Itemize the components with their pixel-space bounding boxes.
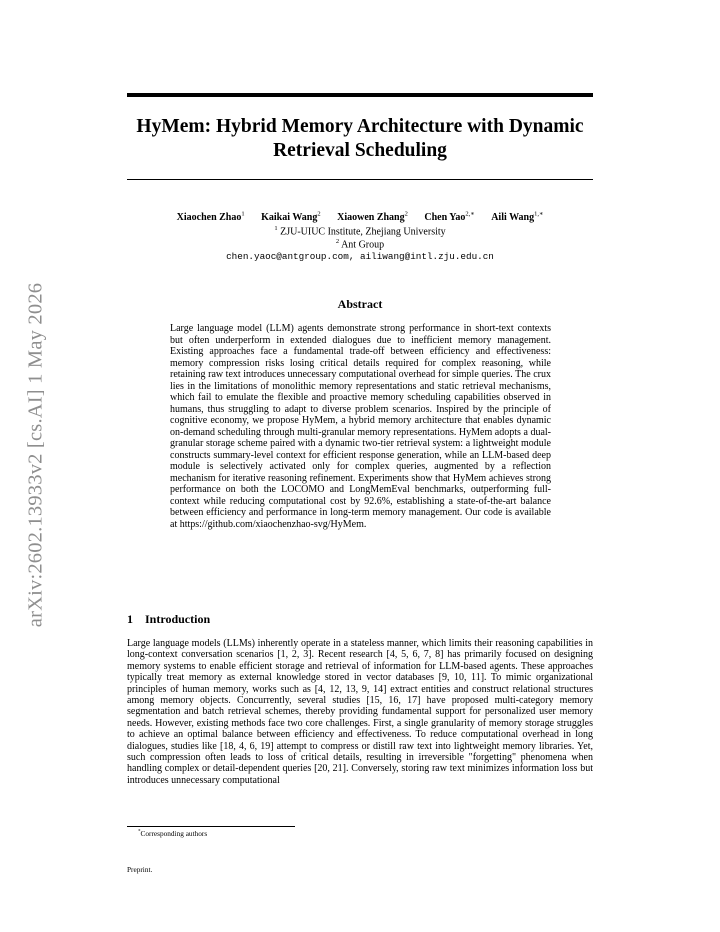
author: Xiaowen Zhang$^2$ [337, 211, 408, 224]
arxiv-sidebar [0, 0, 60, 932]
footnote-text: Corresponding authors [140, 829, 208, 838]
abstract-body: Large language model (LLM) agents demonstrate strong performance in short-text contexts but often underperform in extended dialogues due to inefficient memory management. Existing approaches face a fundamental trade-off between efficiency and effectiveness: memory compression risks losing critical details required for complex reasoning, while retaining raw text introduces unnecessary computational overhead for simple queries. The crux lies in the limitations of monolithic memory representations and static retrieval mechanisms, which fail to emulate the flexible and proactive memory scheduling capabilities observed in humans, thus struggling to adapt to diverse problem scenarios. Inspired by the principle of cognitive economy, we propose HyMem, a hybrid memory architecture that enables dynamic on-demand scheduling through multi-granular memory representations. HyMem adopts a dual-granular storage scheme paired with a dynamic two-tier retrieval system: a lightweight module constructs summary-level context for efficient response generation, while an LLM-based deep module is selectively activated only for complex queries, augmented by a reflection mechanism for iterative reasoning refinement. Experiments show that HyMem achieves strong performance on both the LOCOMO and LongMemEval benchmarks, outperforming full-context while reducing computational cost by 92.6%, establishing a state-of-the-art balance between efficiency and performance in long-term memory management. Our code is available at https://github.com/xiaochenzhao-svg/HyMem. [170, 323, 551, 530]
author: Kaikai Wang$^2$ [261, 211, 321, 224]
author-emails: chen.yaoc@antgroup.com, ailiwang@intl.zju.edu.cn [226, 251, 494, 262]
author: Aili Wang$^{1,∗}$ [491, 211, 544, 224]
affiliation: $^2$ Ant Group [335, 238, 385, 251]
section-number: 1 [127, 612, 133, 626]
footnote-rule [127, 826, 295, 827]
affiliation: $^1$ ZJU-UIUC Institute, Zhejiang University [274, 225, 446, 238]
preprint-label: Preprint. [127, 865, 153, 874]
footnote [138, 829, 207, 838]
arxiv-identifier: arXiv:2602.13933v2 [cs.AI] 1 May 2026 [24, 282, 47, 628]
author: Chen Yao$^{2,∗}$ [424, 211, 475, 224]
section-title: Introduction [145, 612, 211, 626]
author: Xiaochen Zhao$^1$ [176, 211, 245, 224]
abstract-heading: Abstract [337, 297, 383, 311]
title-line-1: HyMem: Hybrid Memory Architecture with Dynamic [136, 116, 584, 137]
title-top-rule [127, 93, 593, 97]
title-bottom-rule [127, 179, 593, 180]
introduction-paragraph: Large language models (LLMs) inherently operate in a stateless manner, which limits their reasoning capabilities in long-context conversation scenarios [1, 2, 3]. Recent research [4, 5, 6, 7, 8] has primarily focused on designing memory systems to enable efficient storage and retrieval of information for LLM-based agents. These approaches typically treat memory as external knowledge stored in vector databases [9, 10, 11]. To mimic organizational principles of human memory, works such as [4, 12, 13, 9, 14] extract entities and construct relational structures among memory objects. Concurrently, several studies [15, 16, 17] have proposed multi-category memory segmentation and batch retrieval schemes, thereby providing fundamental support for personalized user memory needs. However, existing methods face two core challenges. First, a single granularity of memory storage struggles to achieve an optimal balance between efficiency and effectiveness. To reduce computational overhead in long dialogues, studies like [18, 4, 6, 19] attempt to compress or distill raw text into lightweight memory libraries. Yet, such compression often leads to loss of critical details, resulting in irreversible "forgetting" phenomena when handling complex or detail-dependent queries [20, 21]. Conversely, storing raw text minimizes information loss but introduces unnecessary computational [127, 638, 593, 786]
paper-title [127, 115, 593, 163]
author-list [127, 210, 593, 223]
section-heading-introduction [127, 612, 210, 627]
footnote-mark: * [138, 829, 141, 835]
title-line-2: Retrieval Scheduling [273, 140, 447, 161]
